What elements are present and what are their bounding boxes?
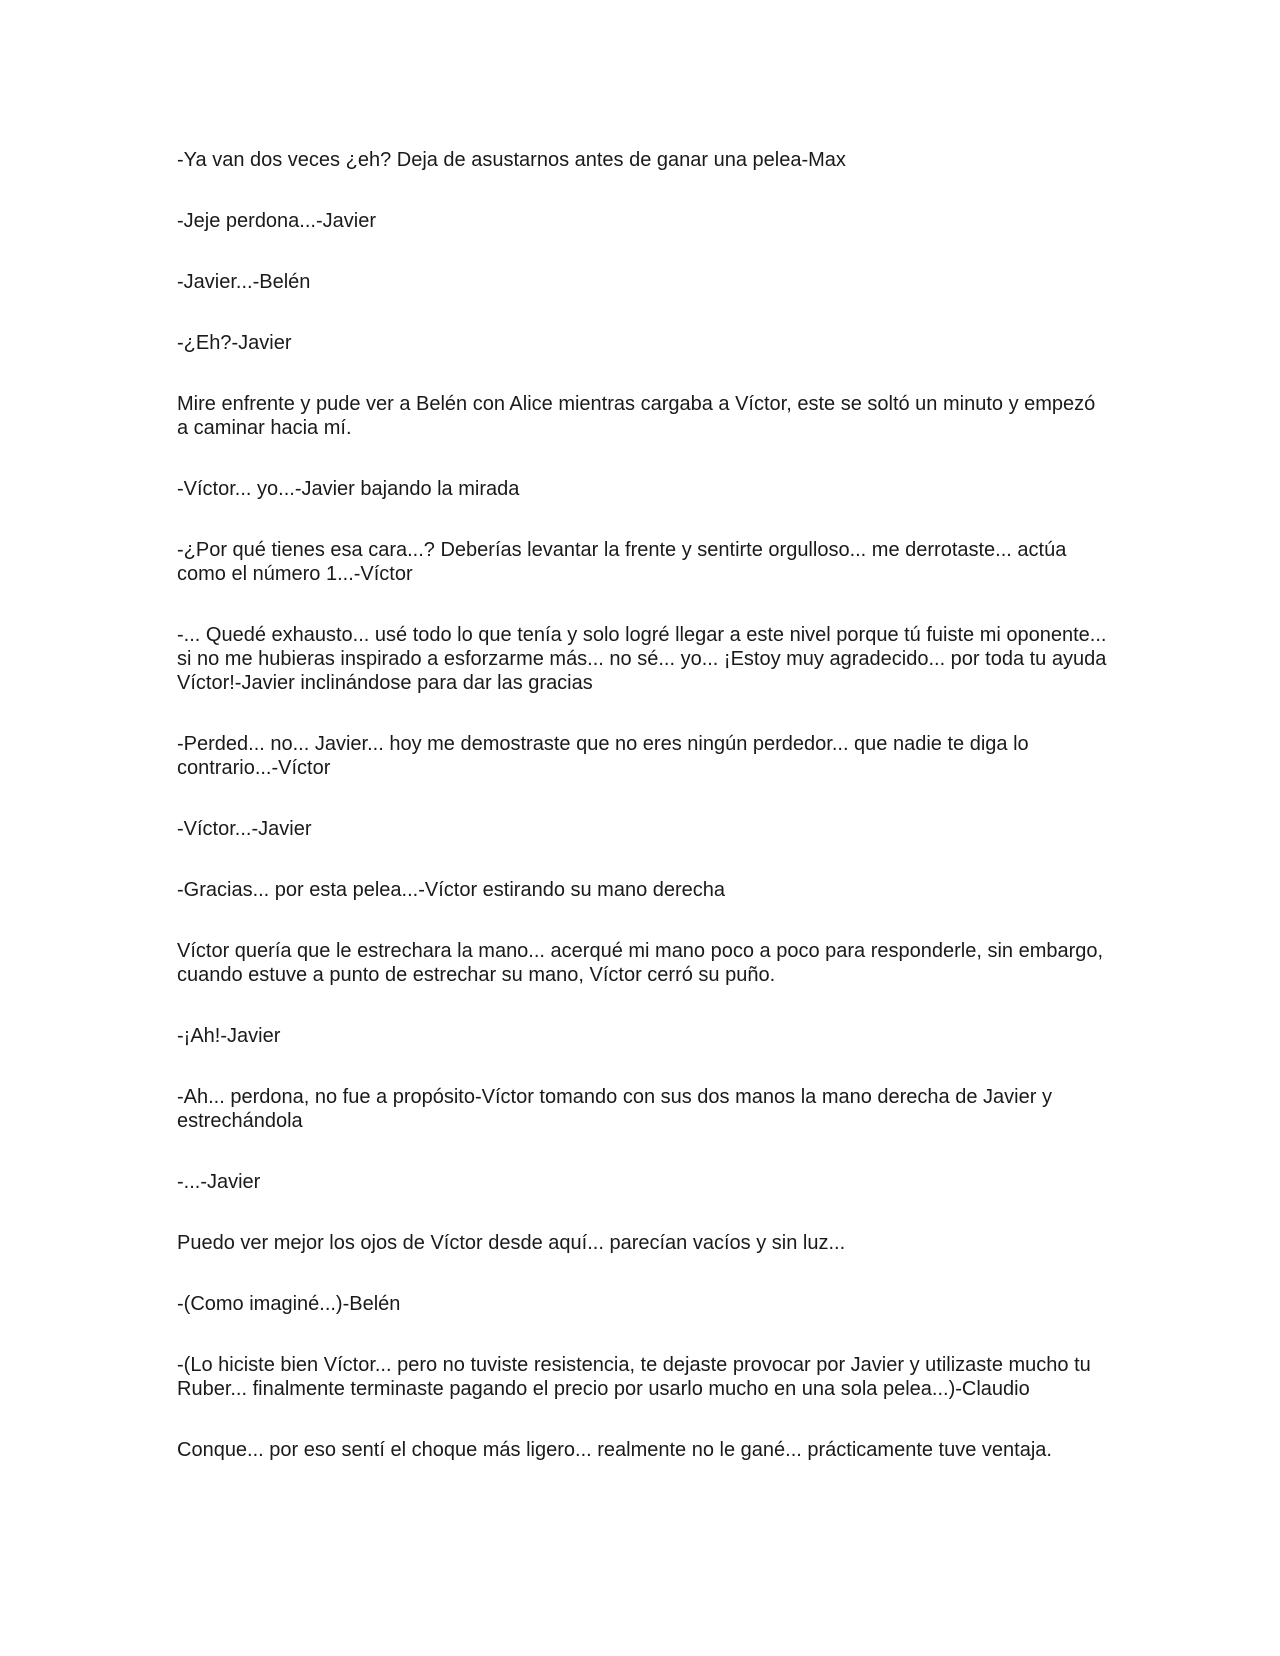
document-body	[177, 148, 1107, 1499]
paragraph: -Ya van dos veces ¿eh? Deja de asustarnos antes de ganar una pelea-Max	[177, 149, 846, 171]
paragraph: -Víctor... yo...-Javier bajando la mirada	[177, 478, 520, 500]
paragraph: -¿Eh?-Javier	[177, 332, 292, 354]
paragraph: -Víctor...-Javier	[177, 818, 312, 840]
paragraph: Conque... por eso sentí el choque más ligero... realmente no le gané... prácticamente tuve ventaja.	[177, 1439, 1052, 1461]
paragraph: -... Quedé exhausto... usé todo lo que tenía y solo logré llegar a este nivel porque tú fuiste mi oponente... si no me hubieras inspirado a esforzarme más... no sé... yo... ¡Estoy muy agradecido... por toda tu ayuda Víctor!-Javier inclinándose para dar las gracias	[177, 624, 1107, 694]
paragraph: -¿Por qué tienes esa cara...? Deberías levantar la frente y sentirte orgulloso... me derrotaste... actúa como el número 1...-Víctor	[177, 539, 1067, 585]
paragraph: -Jeje perdona...-Javier	[177, 210, 376, 232]
paragraph: -...-Javier	[177, 1171, 261, 1193]
paragraph: -Perded... no... Javier... hoy me demostraste que no eres ningún perdedor... que nadie te diga lo contrario...-Víctor	[177, 733, 1029, 779]
paragraph: -(Lo hiciste bien Víctor... pero no tuviste resistencia, te dejaste provocar por Javier y utilizaste mucho tu Ruber... finalmente terminaste pagando el precio por usarlo mucho en una sola pelea...)-Claudio	[177, 1354, 1091, 1400]
paragraph: -(Como imaginé...)-Belén	[177, 1293, 401, 1315]
paragraph: Víctor quería que le estrechara la mano... acerqué mi mano poco a poco para responderle, sin embargo, cuando estuve a punto de estrechar su mano, Víctor cerró su puño.	[177, 940, 1104, 986]
paragraph: -Gracias... por esta pelea...-Víctor estirando su mano derecha	[177, 879, 726, 901]
paragraph: Mire enfrente y pude ver a Belén con Alice mientras cargaba a Víctor, este se soltó un minuto y empezó a caminar hacia mí.	[177, 393, 1096, 439]
paragraph: -¡Ah!-Javier	[177, 1025, 281, 1047]
paragraph: -Ah... perdona, no fue a propósito-Víctor tomando con sus dos manos la mano derecha de Javier y estrechándola	[177, 1086, 1052, 1132]
paragraph: -Javier...-Belén	[177, 271, 311, 293]
paragraph: Puedo ver mejor los ojos de Víctor desde aquí... parecían vacíos y sin luz...	[177, 1232, 846, 1254]
